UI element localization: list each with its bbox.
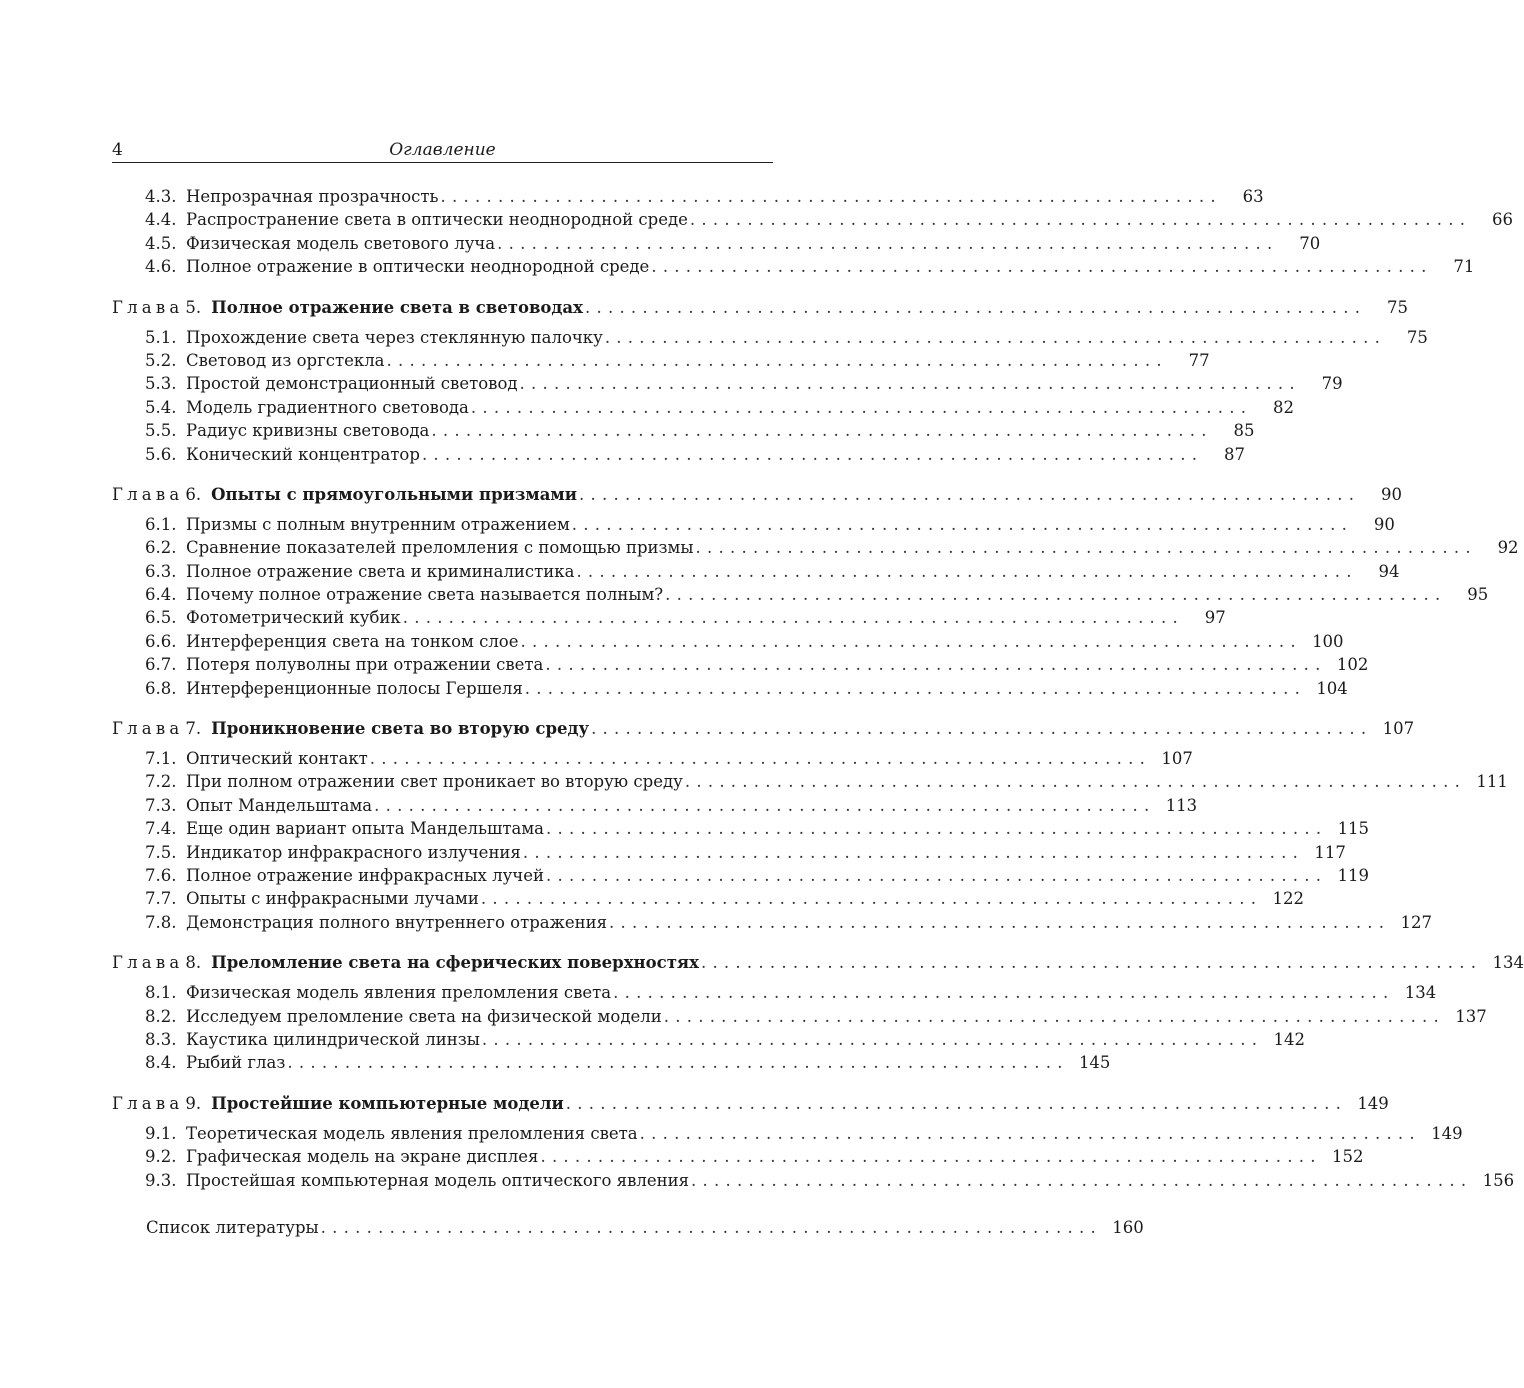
chapter-page: 134 (1492, 953, 1524, 973)
dot-leader (546, 864, 1321, 887)
section-number: 8.1. (145, 983, 177, 1003)
section-number: 5.4. (145, 397, 177, 417)
chapter-title: Преломление света на сферических поверхностях (211, 953, 699, 973)
toc-section-entry[interactable] (112, 981, 1437, 1004)
running-head (112, 138, 773, 163)
chapter-number: 7. (185, 719, 202, 739)
dot-leader (321, 1216, 1096, 1239)
section-number: 7.5. (145, 842, 177, 862)
toc-section-entry[interactable] (112, 1028, 1305, 1051)
section-page: 107 (1161, 749, 1193, 769)
dot-leader (471, 396, 1246, 419)
toc-section-entry[interactable] (112, 255, 1475, 278)
section-title: Световод из оргстекла (186, 350, 385, 370)
bibliography-page: 160 (1112, 1217, 1144, 1237)
toc-section-entry[interactable] (112, 396, 1294, 419)
section-title: Полное отражение в оптически неоднородной среде (186, 257, 650, 277)
section-number: 8.4. (145, 1053, 177, 1073)
chapter-word: Глава (112, 719, 184, 739)
dot-leader (613, 981, 1388, 1004)
chapter-word: Глава (112, 1093, 184, 1113)
section-title: Физическая модель светового луча (186, 233, 496, 253)
section-title: Полное отражение инфракрасных лучей (186, 865, 544, 885)
dot-leader (497, 232, 1272, 255)
section-page: 79 (1321, 374, 1343, 394)
toc-section-entry[interactable] (112, 817, 1370, 840)
section-number: 6.7. (145, 655, 177, 675)
dot-leader (546, 817, 1321, 840)
section-title: Демонстрация полного внутреннего отражения (186, 912, 607, 932)
section-title: Опыты с инфракрасными лучами (186, 889, 479, 909)
dot-leader (690, 208, 1465, 231)
section-number: 6.8. (145, 678, 177, 698)
chapter-page: 90 (1381, 484, 1403, 504)
section-title: Призмы с полным внутренним отражением (186, 514, 570, 534)
section-number: 9.2. (145, 1147, 177, 1167)
section-title: Физическая модель явления преломления света (186, 983, 612, 1003)
toc-chapter-entry[interactable] (112, 1092, 1389, 1116)
section-page: 92 (1497, 538, 1519, 558)
section-title: Сравнение показателей преломления с помощью призмы (186, 538, 694, 558)
dot-leader (521, 630, 1296, 653)
section-number: 9.3. (145, 1170, 177, 1190)
section-number: 5.3. (145, 374, 177, 394)
section-number: 5.6. (145, 444, 177, 464)
section-title: При полном отражении свет проникает во вторую среду (186, 772, 683, 792)
section-number: 8.3. (145, 1029, 177, 1049)
toc-bibliography-entry[interactable] (112, 1216, 1144, 1239)
section-number: 4.6. (145, 257, 177, 277)
chapter-page: 107 (1382, 719, 1415, 739)
dot-leader (545, 653, 1320, 676)
section-title: Индикатор инфракрасного излучения (186, 842, 521, 862)
toc-section-entry[interactable] (112, 513, 1395, 536)
toc-section-entry[interactable] (112, 232, 1321, 255)
dot-leader (651, 255, 1426, 278)
dot-leader (640, 1122, 1415, 1145)
section-page: 102 (1336, 655, 1369, 675)
dot-leader (520, 372, 1295, 395)
chapter-title: Полное отражение света в световодах (211, 297, 583, 317)
toc-section-entry[interactable] (112, 606, 1226, 629)
section-title: Интерференция света на тонком слое (186, 631, 519, 651)
section-title: Радиус кривизны световода (186, 421, 430, 441)
section-number: 4.4. (145, 210, 177, 230)
section-page: 95 (1467, 585, 1489, 605)
toc-section-entry[interactable] (112, 185, 1264, 208)
toc-chapter-entry[interactable] (112, 296, 1409, 320)
section-number: 5.5. (145, 421, 177, 441)
section-page: 137 (1455, 1006, 1487, 1026)
section-title: Теоретическая модель явления преломления света (186, 1123, 638, 1143)
chapter-title: Опыты с прямоугольными призмами (211, 484, 577, 504)
chapter-title: Проникновение света во вторую среду (211, 719, 590, 739)
chapter-page: 149 (1357, 1093, 1389, 1113)
section-number: 7.2. (145, 772, 177, 792)
toc-section-entry[interactable] (112, 841, 1346, 864)
dot-leader (605, 326, 1380, 349)
toc-section-entry[interactable] (112, 1005, 1487, 1028)
section-number: 4.3. (145, 187, 177, 206)
dot-leader (403, 606, 1178, 629)
chapter-word: Глава (112, 297, 184, 317)
section-number: 6.6. (145, 631, 177, 651)
section-title: Распространение света в оптически неоднородной среде (186, 210, 688, 230)
toc-section-entry[interactable] (112, 372, 1343, 395)
section-page: 94 (1378, 561, 1400, 581)
dot-leader (701, 951, 1476, 975)
dot-leader (525, 677, 1300, 700)
section-page: 119 (1337, 865, 1370, 885)
section-title: Оптический контакт (186, 749, 368, 769)
section-number: 8.2. (145, 1006, 177, 1026)
section-number: 6.3. (145, 561, 177, 581)
dot-leader (441, 185, 1216, 208)
dot-leader (481, 887, 1256, 910)
toc-chapter-entry[interactable] (112, 483, 1403, 507)
section-title: Конический концентратор (186, 444, 420, 464)
section-page: 63 (1242, 187, 1264, 206)
section-page: 134 (1404, 983, 1437, 1003)
running-title: Оглавление (389, 140, 496, 160)
section-title: Исследуем преломление света на физической модели (186, 1006, 662, 1026)
toc-section-entry[interactable] (112, 630, 1344, 653)
section-number: 6.1. (145, 514, 177, 534)
dot-leader (665, 583, 1440, 606)
dot-leader (566, 1092, 1341, 1116)
section-title: Опыт Мандельштама (186, 795, 373, 815)
toc-section-entry[interactable] (112, 1122, 1463, 1145)
section-title: Рыбий глаз (186, 1053, 286, 1073)
section-title: Полное отражение света и криминалистика (186, 561, 575, 581)
chapter-number: 9. (185, 1093, 202, 1113)
section-title: Каустика цилиндрической линзы (186, 1029, 480, 1049)
dot-leader (685, 770, 1460, 793)
toc-section-entry[interactable] (112, 560, 1400, 583)
section-page: 71 (1453, 257, 1475, 277)
section-page: 97 (1204, 608, 1226, 628)
section-title: Почему полное отражение света называется полным? (186, 585, 664, 605)
toc-section-entry[interactable] (112, 770, 1508, 793)
section-title: Графическая модель на экране дисплея (186, 1147, 539, 1167)
section-page: 145 (1078, 1053, 1111, 1073)
section-number: 7.7. (145, 889, 177, 909)
section-number: 7.1. (145, 749, 177, 769)
toc-section-entry[interactable] (112, 911, 1433, 934)
dot-leader (540, 1145, 1315, 1168)
section-page: 90 (1373, 514, 1395, 534)
section-page: 66 (1491, 210, 1513, 230)
section-page: 100 (1312, 631, 1344, 651)
dot-leader (576, 560, 1351, 583)
chapter-word: Глава (112, 953, 184, 973)
section-title: Интерференционные полосы Гершеля (186, 678, 523, 698)
section-page: 104 (1316, 678, 1348, 698)
section-page: 113 (1165, 795, 1198, 815)
toc-section-entry[interactable] (112, 864, 1370, 887)
toc-section-entry[interactable] (112, 419, 1255, 442)
toc-section-entry[interactable] (112, 326, 1428, 349)
toc-chapter-entry[interactable] (112, 717, 1415, 741)
dot-leader (591, 717, 1366, 741)
toc-section-entry[interactable] (112, 677, 1348, 700)
section-title: Фотометрический кубик (186, 608, 401, 628)
section-page: 111 (1476, 772, 1508, 792)
section-title: Потеря полуволны при отражении света (186, 655, 544, 675)
dot-leader (431, 419, 1206, 442)
dot-leader (374, 794, 1149, 817)
section-page: 77 (1188, 350, 1210, 370)
section-page: 142 (1273, 1029, 1305, 1049)
section-number: 6.4. (145, 585, 177, 605)
section-page: 115 (1337, 819, 1370, 839)
toc-section-entry[interactable] (112, 349, 1210, 372)
section-page: 117 (1314, 842, 1346, 862)
section-title: Модель градиентного световода (186, 397, 469, 417)
section-page: 85 (1233, 421, 1255, 441)
section-title: Прохождение света через стеклянную палочку (186, 327, 603, 347)
dot-leader (523, 841, 1298, 864)
dot-leader (664, 1005, 1439, 1028)
toc-section-entry[interactable] (112, 1051, 1111, 1074)
section-page: 127 (1400, 912, 1433, 932)
toc-section-entry[interactable] (112, 536, 1519, 559)
dot-leader (287, 1051, 1062, 1074)
dot-leader (691, 1169, 1466, 1192)
section-number: 7.4. (145, 819, 177, 839)
dot-leader (482, 1028, 1257, 1051)
section-title: Непрозрачная прозрачность (186, 187, 439, 206)
section-number: 9.1. (145, 1123, 177, 1143)
section-page: 152 (1332, 1147, 1364, 1167)
section-page: 156 (1482, 1170, 1515, 1190)
chapter-word: Глава (112, 484, 184, 504)
section-number: 7.3. (145, 795, 177, 815)
dot-leader (387, 349, 1162, 372)
dot-leader (370, 747, 1145, 770)
toc-section-entry[interactable] (112, 794, 1198, 817)
chapter-page: 75 (1387, 297, 1409, 317)
toc-section-entry[interactable] (112, 653, 1369, 676)
section-number: 7.8. (145, 912, 177, 932)
section-page: 70 (1299, 233, 1321, 253)
toc-chapter-entry[interactable] (112, 951, 1524, 975)
section-page: 82 (1272, 397, 1294, 417)
section-number: 5.1. (145, 327, 177, 347)
chapter-number: 5. (185, 297, 202, 317)
section-title: Еще один вариант опыта Мандельштама (186, 819, 544, 839)
section-title: Простейшая компьютерная модель оптического явления (186, 1170, 690, 1190)
toc-section-entry[interactable] (112, 1169, 1515, 1192)
section-title: Простой демонстрационный световод (186, 374, 518, 394)
page-number: 4 (112, 140, 123, 160)
section-number: 5.2. (145, 350, 177, 370)
dot-leader (422, 443, 1197, 466)
chapter-number: 6. (185, 484, 202, 504)
toc-section-entry[interactable] (112, 208, 1513, 231)
section-number: 7.6. (145, 865, 177, 885)
toc-section-entry[interactable] (112, 747, 1193, 770)
section-number: 4.5. (145, 233, 177, 253)
section-number: 6.5. (145, 608, 177, 628)
section-page: 122 (1272, 889, 1304, 909)
dot-leader (579, 483, 1354, 507)
dot-leader (572, 513, 1347, 536)
dot-leader (609, 911, 1384, 934)
chapter-title: Простейшие компьютерные модели (211, 1093, 564, 1113)
chapter-number: 8. (185, 953, 202, 973)
table-of-contents (112, 185, 1524, 1239)
section-page: 87 (1224, 444, 1245, 464)
section-page: 75 (1406, 327, 1428, 347)
section-number: 6.2. (145, 538, 177, 558)
toc-section-entry[interactable] (112, 443, 1245, 466)
toc-section-entry[interactable] (112, 1145, 1364, 1168)
bibliography-title: Список литературы (146, 1217, 319, 1237)
toc-section-entry[interactable] (112, 887, 1304, 910)
dot-leader (585, 296, 1360, 320)
dot-leader (696, 536, 1471, 559)
section-page: 149 (1431, 1123, 1463, 1143)
toc-section-entry[interactable] (112, 583, 1489, 606)
